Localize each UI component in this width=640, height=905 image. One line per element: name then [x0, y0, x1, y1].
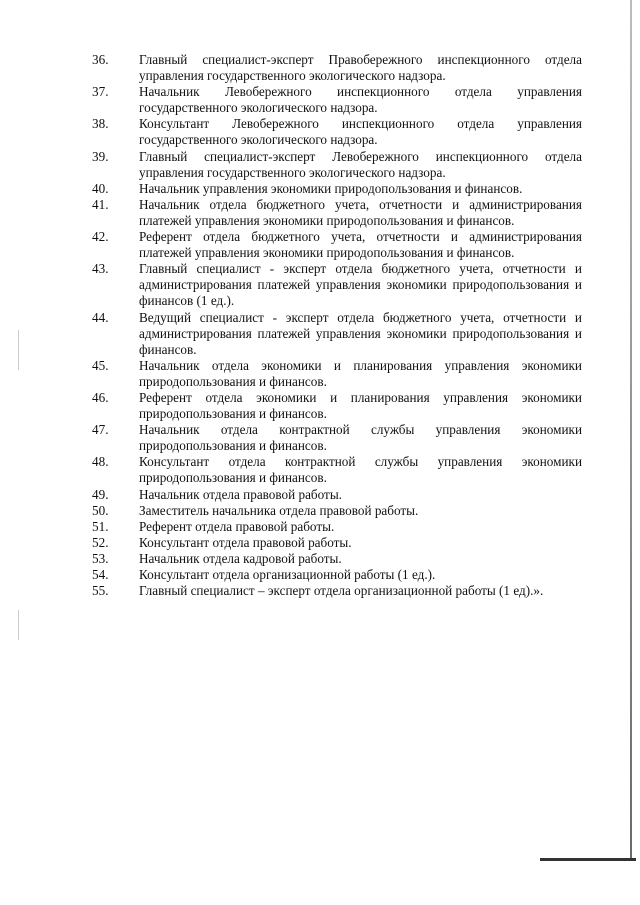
item-number: 53. [92, 550, 109, 566]
item-text: Начальник отдела правовой работы. [139, 486, 342, 502]
item-number: 46. [92, 389, 109, 405]
item-number: 43. [92, 261, 109, 277]
item-number: 52. [92, 534, 109, 550]
position-list [92, 52, 582, 599]
item-number: 45. [92, 357, 109, 373]
item-number: 39. [92, 148, 109, 164]
item-text: Начальник отдела бюджетного учета, отчетности и администрирования платежей управления экономики природопользования и финансов. [139, 196, 582, 228]
item-text: Начальник отдела кадровой работы. [139, 550, 342, 566]
list-item [92, 519, 582, 535]
item-text: Начальник управления экономики природопользования и финансов. [139, 180, 523, 196]
item-number: 50. [92, 502, 109, 518]
list-item [92, 535, 582, 551]
list-item [92, 358, 582, 390]
item-text: Начальник отдела экономики и планирования управления экономики природопользования и финансов. [139, 357, 582, 389]
item-text: Главный специалист – эксперт отдела организационной работы (1 ед).». [139, 583, 544, 599]
item-number: 51. [92, 518, 109, 534]
list-item [92, 181, 582, 197]
item-text: Ведущий специалист - эксперт отдела бюджетного учета, отчетности и администрирования платежей управления экономики природопользования и финансов. [139, 309, 582, 357]
item-text: Начальник отдела контрактной службы управления экономики природопользования и финансов. [139, 422, 582, 454]
item-text: Начальник Левобережного инспекционного отдела управления государственного экологического надзора. [139, 84, 582, 116]
item-text: Референт отдела экономики и планирования управления экономики природопользования и финансов. [139, 389, 582, 422]
list-item [92, 503, 582, 519]
item-text: Консультант отдела правовой работы. [139, 534, 352, 550]
item-number: 55. [92, 583, 109, 599]
item-text: Референт отдела бюджетного учета, отчетности и администрирования платежей управления экономики природопользования и финансов. [139, 229, 582, 261]
list-item [92, 116, 582, 148]
item-number: 37. [92, 84, 109, 100]
item-number: 40. [92, 180, 109, 196]
item-number: 41. [92, 196, 109, 212]
scan-right-edge [630, 0, 632, 860]
list-item [92, 261, 582, 309]
item-text: Главный специалист-эксперт Левобережного инспекционного отдела управления государственного экологического надзора. [139, 148, 582, 180]
item-text: Главный специалист - эксперт отдела бюджетного учета, отчетности и администрирования платежей управления экономики природопользования и финансов (1 ед.). [139, 261, 582, 309]
list-item [92, 551, 582, 567]
item-text: Консультант отдела контрактной службы управления экономики природопользования и финансов. [139, 454, 582, 486]
item-number: 48. [92, 454, 109, 470]
item-number: 42. [92, 229, 109, 245]
list-item [92, 52, 582, 84]
item-text: Главный специалист-эксперт Правобережного инспекционного отдела управления государственного экологического надзора. [139, 52, 582, 84]
item-number: 44. [92, 309, 109, 325]
list-item [92, 583, 582, 599]
item-number: 49. [92, 486, 109, 502]
item-text: Консультант отдела организационной работы (1 ед.). [139, 567, 436, 582]
item-number: 47. [92, 422, 109, 438]
list-item [92, 390, 582, 422]
item-number: 38. [92, 116, 109, 132]
item-text: Консультант Левобережного инспекционного отдела управления государственного экологического надзора. [139, 116, 582, 148]
item-number: 36. [92, 52, 109, 67]
list-item [92, 487, 582, 503]
scan-artifact [18, 330, 19, 370]
scan-bottom-edge [540, 858, 636, 861]
item-number: 54. [92, 567, 109, 582]
list-item [92, 197, 582, 229]
list-item [92, 422, 582, 454]
list-item [92, 567, 582, 583]
item-text: Заместитель начальника отдела правовой работы. [139, 502, 419, 518]
list-item [92, 149, 582, 181]
item-text: Референт отдела правовой работы. [139, 518, 335, 534]
list-item [92, 229, 582, 261]
scan-artifact [18, 610, 19, 640]
list-item [92, 84, 582, 116]
list-item [92, 310, 582, 358]
list-item [92, 454, 582, 486]
